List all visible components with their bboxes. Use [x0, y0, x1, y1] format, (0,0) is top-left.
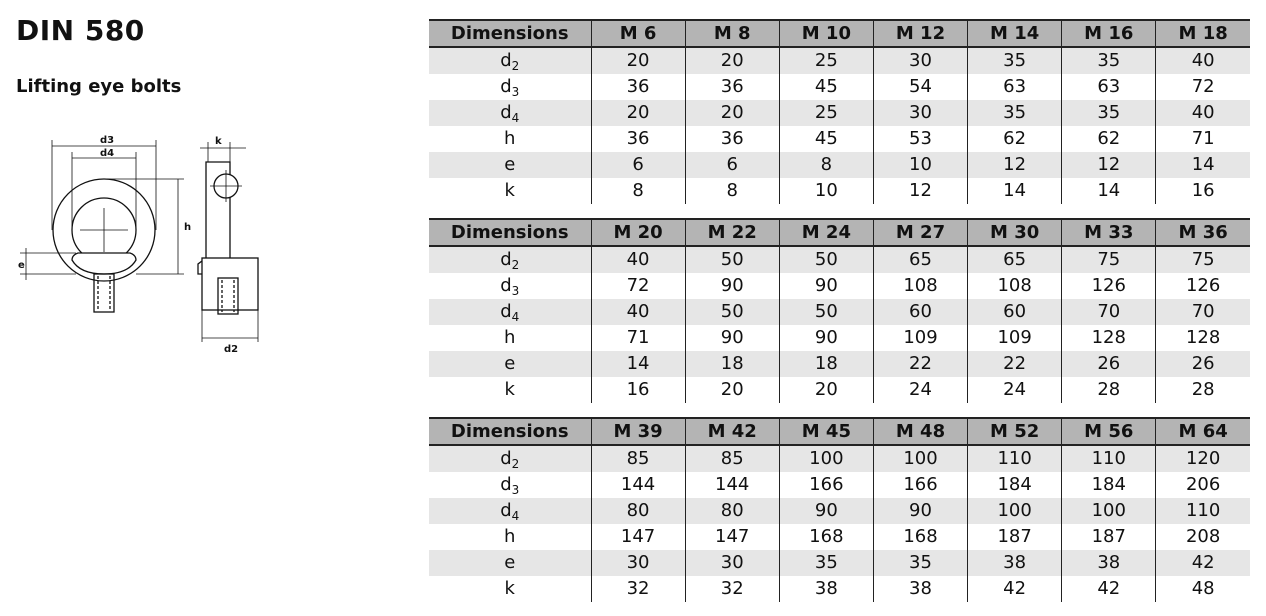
- table-cell: 20: [685, 377, 779, 403]
- table-cell: 110: [968, 445, 1062, 472]
- table-cell: 42: [968, 576, 1062, 602]
- column-header-size: M 8: [685, 20, 779, 47]
- table-row: [429, 152, 1250, 178]
- row-label-subscript: 2: [511, 258, 520, 272]
- table-cell: 12: [968, 152, 1062, 178]
- table-cell: 147: [685, 524, 779, 550]
- table-cell: 42: [1062, 576, 1156, 602]
- column-header-dimensions: Dimensions: [429, 219, 591, 246]
- table-cell: 80: [591, 498, 685, 524]
- row-label-symbol: h: [504, 327, 516, 348]
- table-cell: 90: [779, 325, 873, 351]
- table-cell: 14: [1156, 152, 1250, 178]
- table-cell: 144: [685, 472, 779, 498]
- column-header-size: M 10: [779, 20, 873, 47]
- label-h: h: [184, 222, 192, 233]
- row-label: [429, 550, 591, 576]
- table-cell: 166: [873, 472, 967, 498]
- dimensions-table: [429, 19, 1250, 204]
- table-cell: 24: [873, 377, 967, 403]
- row-label-subscript: 2: [511, 457, 520, 471]
- table-cell: 100: [968, 498, 1062, 524]
- table-cell: 35: [1062, 100, 1156, 126]
- table-cell: 48: [1156, 576, 1250, 602]
- table-cell: 184: [1062, 472, 1156, 498]
- row-label: [429, 524, 591, 550]
- row-label-symbol: d: [500, 474, 512, 495]
- table-cell: 30: [685, 550, 779, 576]
- table-cell: 20: [685, 47, 779, 74]
- row-label: [429, 126, 591, 152]
- table-cell: 60: [873, 299, 967, 325]
- column-header-dimensions: Dimensions: [429, 418, 591, 445]
- table-cell: 110: [1062, 445, 1156, 472]
- column-header-size: M 18: [1156, 20, 1250, 47]
- table-row: [429, 273, 1250, 299]
- table-cell: 100: [873, 445, 967, 472]
- table-cell: 90: [685, 325, 779, 351]
- dimensions-table: [429, 417, 1250, 602]
- table-cell: 120: [1156, 445, 1250, 472]
- table-cell: 38: [968, 550, 1062, 576]
- column-header-size: M 6: [591, 20, 685, 47]
- table-cell: 128: [1062, 325, 1156, 351]
- column-header-size: M 64: [1156, 418, 1250, 445]
- table-cell: 90: [779, 498, 873, 524]
- table-cell: 62: [1062, 126, 1156, 152]
- table-cell: 60: [968, 299, 1062, 325]
- table-header-row: [429, 20, 1250, 47]
- table-cell: 53: [873, 126, 967, 152]
- table-cell: 36: [685, 74, 779, 100]
- table-cell: 25: [779, 47, 873, 74]
- row-label: [429, 445, 591, 472]
- table-cell: 45: [779, 74, 873, 100]
- table-cell: 208: [1156, 524, 1250, 550]
- row-label-symbol: d: [500, 249, 512, 270]
- row-label: [429, 472, 591, 498]
- table-cell: 18: [779, 351, 873, 377]
- row-label-symbol: e: [504, 552, 516, 573]
- row-label-subscript: 4: [511, 509, 520, 523]
- column-header-size: M 42: [685, 418, 779, 445]
- table-cell: 90: [779, 273, 873, 299]
- table-cell: 100: [1062, 498, 1156, 524]
- table-cell: 187: [968, 524, 1062, 550]
- row-label: [429, 351, 591, 377]
- table-cell: 50: [779, 299, 873, 325]
- column-header-size: M 52: [968, 418, 1062, 445]
- table-cell: 70: [1062, 299, 1156, 325]
- table-cell: 166: [779, 472, 873, 498]
- table-cell: 63: [1062, 74, 1156, 100]
- row-label-symbol: e: [504, 154, 516, 175]
- table-cell: 28: [1156, 377, 1250, 403]
- table-cell: 38: [1062, 550, 1156, 576]
- table-cell: 30: [873, 100, 967, 126]
- table-cell: 147: [591, 524, 685, 550]
- table-cell: 85: [685, 445, 779, 472]
- table-cell: 187: [1062, 524, 1156, 550]
- row-label: [429, 273, 591, 299]
- table-cell: 109: [968, 325, 1062, 351]
- row-label-symbol: d: [500, 50, 512, 71]
- table-cell: 10: [873, 152, 967, 178]
- row-label-symbol: h: [504, 128, 516, 149]
- table-row: [429, 325, 1250, 351]
- table-cell: 8: [591, 178, 685, 204]
- column-header-size: M 36: [1156, 219, 1250, 246]
- table-row: [429, 472, 1250, 498]
- table-cell: 42: [1156, 550, 1250, 576]
- row-label: [429, 74, 591, 100]
- table-cell: 30: [873, 47, 967, 74]
- table-cell: 28: [1062, 377, 1156, 403]
- page-subtitle: Lifting eye bolts: [16, 76, 182, 97]
- table-cell: 35: [968, 47, 1062, 74]
- table-row: [429, 550, 1250, 576]
- table-cell: 80: [685, 498, 779, 524]
- table-cell: 126: [1156, 273, 1250, 299]
- table-cell: 22: [873, 351, 967, 377]
- table-cell: 10: [779, 178, 873, 204]
- column-header-size: M 27: [873, 219, 967, 246]
- column-header-size: M 24: [779, 219, 873, 246]
- table-cell: 32: [685, 576, 779, 602]
- table-cell: 72: [1156, 74, 1250, 100]
- table-cell: 90: [873, 498, 967, 524]
- label-k: k: [215, 136, 222, 147]
- table-cell: 14: [591, 351, 685, 377]
- row-label-symbol: d: [500, 76, 512, 97]
- label-d4: d4: [100, 148, 115, 159]
- table-cell: 63: [968, 74, 1062, 100]
- table-cell: 70: [1156, 299, 1250, 325]
- table-cell: 35: [779, 550, 873, 576]
- table-row: [429, 100, 1250, 126]
- row-label: [429, 178, 591, 204]
- label-d2: d2: [224, 344, 239, 355]
- table-cell: 8: [779, 152, 873, 178]
- column-header-size: M 16: [1062, 20, 1156, 47]
- column-header-size: M 45: [779, 418, 873, 445]
- table-cell: 40: [1156, 100, 1250, 126]
- table-cell: 32: [591, 576, 685, 602]
- row-label-subscript: 3: [511, 85, 520, 99]
- table-cell: 108: [968, 273, 1062, 299]
- row-label-symbol: d: [500, 448, 512, 469]
- table-cell: 26: [1062, 351, 1156, 377]
- column-header-size: M 20: [591, 219, 685, 246]
- table-cell: 35: [968, 100, 1062, 126]
- column-header-size: M 56: [1062, 418, 1156, 445]
- dimensions-table: [429, 218, 1250, 403]
- eye-bolt-drawing: [16, 130, 276, 360]
- column-header-size: M 14: [968, 20, 1062, 47]
- table-cell: 38: [873, 576, 967, 602]
- table-cell: 71: [591, 325, 685, 351]
- table-cell: 8: [685, 178, 779, 204]
- column-header-size: M 39: [591, 418, 685, 445]
- row-label: [429, 377, 591, 403]
- table-cell: 184: [968, 472, 1062, 498]
- table-cell: 50: [779, 246, 873, 273]
- table-cell: 25: [779, 100, 873, 126]
- table-cell: 65: [873, 246, 967, 273]
- dimensions-tables: [429, 19, 1250, 616]
- table-cell: 36: [685, 126, 779, 152]
- table-row: [429, 178, 1250, 204]
- table-cell: 36: [591, 126, 685, 152]
- row-label-symbol: h: [504, 526, 516, 547]
- table-cell: 65: [968, 246, 1062, 273]
- row-label: [429, 152, 591, 178]
- table-cell: 16: [591, 377, 685, 403]
- table-cell: 50: [685, 246, 779, 273]
- table-row: [429, 524, 1250, 550]
- table-cell: 54: [873, 74, 967, 100]
- table-cell: 20: [591, 100, 685, 126]
- table-row: [429, 498, 1250, 524]
- table-cell: 110: [1156, 498, 1250, 524]
- table-cell: 6: [591, 152, 685, 178]
- row-label: [429, 576, 591, 602]
- table-cell: 75: [1062, 246, 1156, 273]
- row-label-symbol: e: [504, 353, 516, 374]
- table-cell: 14: [1062, 178, 1156, 204]
- table-cell: 50: [685, 299, 779, 325]
- column-header-size: M 33: [1062, 219, 1156, 246]
- table-cell: 126: [1062, 273, 1156, 299]
- table-cell: 26: [1156, 351, 1250, 377]
- row-label-subscript: 4: [511, 111, 520, 125]
- table-cell: 206: [1156, 472, 1250, 498]
- table-cell: 22: [968, 351, 1062, 377]
- table-cell: 35: [1062, 47, 1156, 74]
- column-header-dimensions: Dimensions: [429, 20, 591, 47]
- table-cell: 128: [1156, 325, 1250, 351]
- table-row: [429, 299, 1250, 325]
- table-row: [429, 445, 1250, 472]
- table-cell: 144: [591, 472, 685, 498]
- table-row: [429, 377, 1250, 403]
- table-row: [429, 351, 1250, 377]
- row-label-symbol: d: [500, 301, 512, 322]
- table-cell: 6: [685, 152, 779, 178]
- column-header-size: M 22: [685, 219, 779, 246]
- row-label-symbol: k: [504, 180, 515, 201]
- row-label-symbol: k: [504, 578, 515, 599]
- table-cell: 16: [1156, 178, 1250, 204]
- row-label: [429, 246, 591, 273]
- table-cell: 109: [873, 325, 967, 351]
- table-cell: 45: [779, 126, 873, 152]
- table-cell: 62: [968, 126, 1062, 152]
- row-label: [429, 100, 591, 126]
- row-label-symbol: d: [500, 500, 512, 521]
- row-label: [429, 299, 591, 325]
- table-cell: 20: [779, 377, 873, 403]
- table-row: [429, 246, 1250, 273]
- page-title: DIN 580: [16, 14, 145, 47]
- table-row: [429, 74, 1250, 100]
- column-header-size: M 48: [873, 418, 967, 445]
- table-cell: 12: [873, 178, 967, 204]
- table-cell: 12: [1062, 152, 1156, 178]
- table-cell: 20: [591, 47, 685, 74]
- row-label-subscript: 3: [511, 284, 520, 298]
- table-row: [429, 576, 1250, 602]
- row-label-symbol: d: [500, 275, 512, 296]
- table-cell: 90: [685, 273, 779, 299]
- table-cell: 38: [779, 576, 873, 602]
- table-cell: 18: [685, 351, 779, 377]
- table-cell: 168: [779, 524, 873, 550]
- column-header-size: M 12: [873, 20, 967, 47]
- table-cell: 40: [591, 246, 685, 273]
- row-label: [429, 47, 591, 74]
- table-cell: 75: [1156, 246, 1250, 273]
- table-cell: 14: [968, 178, 1062, 204]
- table-header-row: [429, 219, 1250, 246]
- table-cell: 100: [779, 445, 873, 472]
- row-label-symbol: d: [500, 102, 512, 123]
- table-cell: 85: [591, 445, 685, 472]
- table-cell: 40: [591, 299, 685, 325]
- table-cell: 20: [685, 100, 779, 126]
- table-cell: 168: [873, 524, 967, 550]
- table-cell: 30: [591, 550, 685, 576]
- row-label: [429, 498, 591, 524]
- row-label-symbol: k: [504, 379, 515, 400]
- table-row: [429, 47, 1250, 74]
- table-header-row: [429, 418, 1250, 445]
- table-row: [429, 126, 1250, 152]
- table-cell: 35: [873, 550, 967, 576]
- table-cell: 72: [591, 273, 685, 299]
- row-label-subscript: 3: [511, 483, 520, 497]
- row-label-subscript: 2: [511, 59, 520, 73]
- table-cell: 24: [968, 377, 1062, 403]
- table-cell: 40: [1156, 47, 1250, 74]
- row-label: [429, 325, 591, 351]
- column-header-size: M 30: [968, 219, 1062, 246]
- table-cell: 36: [591, 74, 685, 100]
- row-label-subscript: 4: [511, 310, 520, 324]
- table-cell: 71: [1156, 126, 1250, 152]
- label-d3: d3: [100, 135, 115, 146]
- table-cell: 108: [873, 273, 967, 299]
- label-e: e: [18, 260, 25, 271]
